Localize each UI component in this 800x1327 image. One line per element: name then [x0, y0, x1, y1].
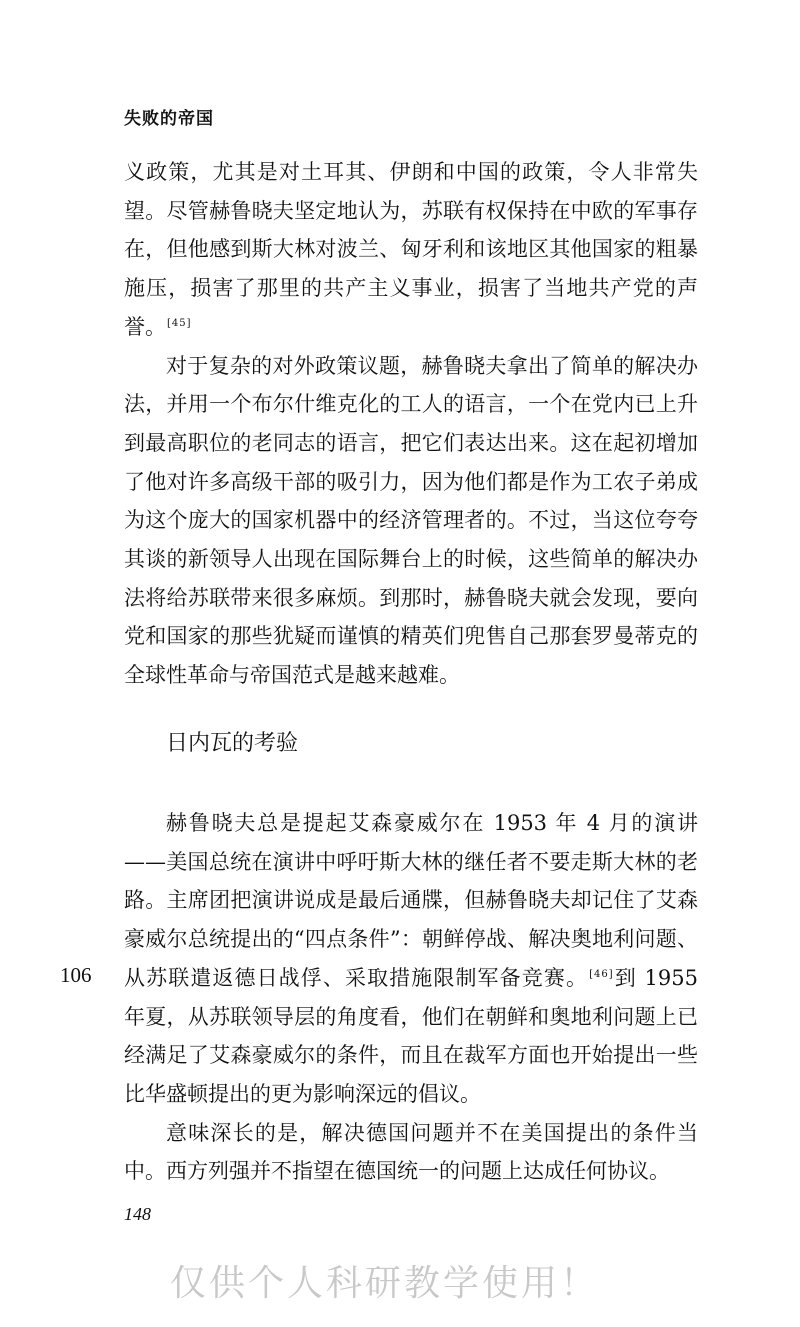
- paragraph-text: 意味深长的是，解决德国问题并不在美国提出的条件当中。西方列强并不指望在德国统一的问题上达成任何协议。: [124, 1120, 698, 1184]
- original-page-number: 106: [60, 963, 92, 987]
- paragraph-text: 赫鲁晓夫总是提起艾森豪威尔在 1953 年 4 月的演讲——美国总统在演讲中呼吁斯大林的继任者不要走斯大林的老路。主席团把演讲说成是最后通牒，但赫鲁晓夫却记住了艾森豪威尔总统提出的“四点条件”：朝鲜停战、解决奥地利问题、从苏联遣返德日战俘、采取措施限制军备竞赛。: [124, 811, 698, 990]
- paragraph-text-continued: 到 1955 年夏，从苏联领导层的角度看，他们在朝鲜和奥地利问题上已经满足了艾森豪威尔的条件，而且在裁军方面也开始提出一些比华盛顿提出的更为影响深远的倡议。: [124, 965, 699, 1106]
- body-text-bottom: [124, 804, 698, 1191]
- paragraph: [124, 347, 698, 695]
- running-title: 失败的帝国: [124, 109, 214, 129]
- section-heading: 日内瓦的考验: [166, 731, 299, 756]
- paragraph: [124, 804, 698, 1114]
- footnote-ref-46[interactable]: [46]: [589, 968, 614, 980]
- watermark: 仅供个人科研教学使用！: [170, 1263, 600, 1304]
- paragraph-continued: [124, 153, 698, 347]
- paragraph: [124, 1114, 698, 1191]
- paragraph-text: 义政策，尤其是对土耳其、伊朗和中国的政策，令人非常失望。尽管赫鲁晓夫坚定地认为，苏联有权保持在中欧的军事存在，但他感到斯大林对波兰、匈牙利和该地区其他国家的粗暴施压，损害了那里的共产主义事业，损害了当地共产党的声誉。: [124, 160, 698, 339]
- page-number: 148: [124, 1204, 151, 1224]
- paragraph-text: 对于复杂的对外政策议题，赫鲁晓夫拿出了简单的解决办法，并用一个布尔什维克化的工人的语言，一个在党内已上升到最高职位的老同志的语言，把它们表达出来。这在起初增加了他对许多高级干部的吸引力，因为他们都是作为工农子弟成为这个庞大的国家机器中的经济管理者的。不过，当这位夸夸其谈的新领导人出现在国际舞台上的时候，这些简单的解决办法将给苏联带来很多麻烦。到那时，赫鲁晓夫就会发现，要向党和国家的那些犹疑而谨慎的精英们兜售自己那套罗曼蒂克的全球性革命与帝国范式是越来越难。: [124, 353, 698, 688]
- body-text-top: [124, 153, 698, 695]
- footnote-ref-45[interactable]: [45]: [167, 317, 192, 329]
